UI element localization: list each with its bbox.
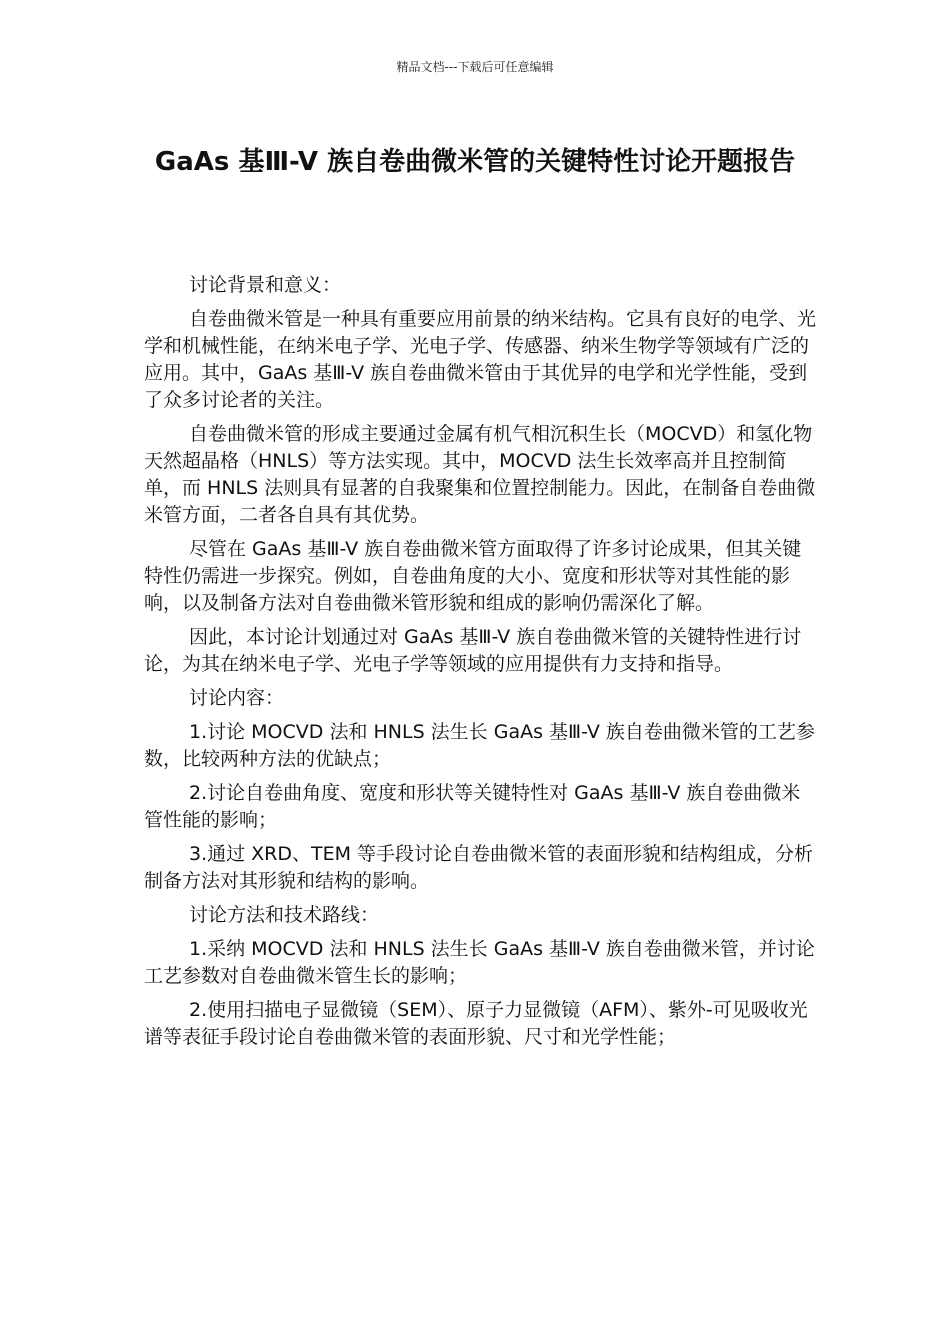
paragraph: 尽管在 GaAs 基Ⅲ-V 族自卷曲微米管方面取得了许多讨论成果，但其关键特性仍需进一步探究。例如，自卷曲角度的大小、宽度和形状等对其性能的影响，以及制备方法对自卷曲微米管形貌和组成的影响仍需深化了解。	[144, 538, 802, 614]
section-heading-content: 讨论内容：	[189, 687, 285, 709]
list-item: 3.通过 XRD、TEM 等手段讨论自卷曲微米管的表面形貌和结构组成，分析制备方法对其形貌和结构的影响。	[144, 843, 814, 892]
paragraph: 自卷曲微米管是一种具有重要应用前景的纳米结构。它具有良好的电学、光学和机械性能，在纳米电子学、光电子学、传感器、纳米生物学等领域有广泛的应用。其中，GaAs 基Ⅲ-V 族自卷曲微米管由于其优异的电学和光学性能，受到了众多讨论者的关注。	[144, 308, 817, 411]
paragraph: 自卷曲微米管的形成主要通过金属有机气相沉积生长（MOCVD）和氢化物天然超晶格（HNLS）等方法实现。其中，MOCVD 法生长效率高并且控制简单，而 HNLS 法则具有显著的自我聚集和位置控制能力。因此，在制备自卷曲微米管方面，二者各自具有其优势。	[144, 423, 816, 526]
header-note: 精品文档---下载后可任意编辑	[396, 60, 554, 74]
list-item: 1.采纳 MOCVD 法和 HNLS 法生长 GaAs 基Ⅲ-V 族自卷曲微米管，并讨论工艺参数对自卷曲微米管生长的影响；	[144, 938, 815, 987]
list-item: 2.使用扫描电子显微镜（SEM）、原子力显微镜（AFM）、紫外-可见吸收光谱等表征手段讨论自卷曲微米管的表面形貌、尺寸和光学性能；	[144, 999, 808, 1048]
section-heading-background: 讨论背景和意义：	[189, 274, 342, 296]
paragraph: 因此，本讨论计划通过对 GaAs 基Ⅲ-V 族自卷曲微米管的关键特性进行讨论，为其在纳米电子学、光电子学等领域的应用提供有力支持和指导。	[144, 626, 802, 675]
section-heading-methods: 讨论方法和技术路线：	[189, 904, 380, 926]
document-body	[144, 272, 816, 1058]
list-item: 1.讨论 MOCVD 法和 HNLS 法生长 GaAs 基Ⅲ-V 族自卷曲微米管的工艺参数，比较两种方法的优缺点；	[144, 721, 815, 770]
document-title: GaAs 基Ⅲ-V 族自卷曲微米管的关键特性讨论开题报告	[154, 147, 796, 177]
list-item: 2.讨论自卷曲角度、宽度和形状等关键特性对 GaAs 基Ⅲ-V 族自卷曲微米管性能的影响；	[144, 782, 801, 831]
